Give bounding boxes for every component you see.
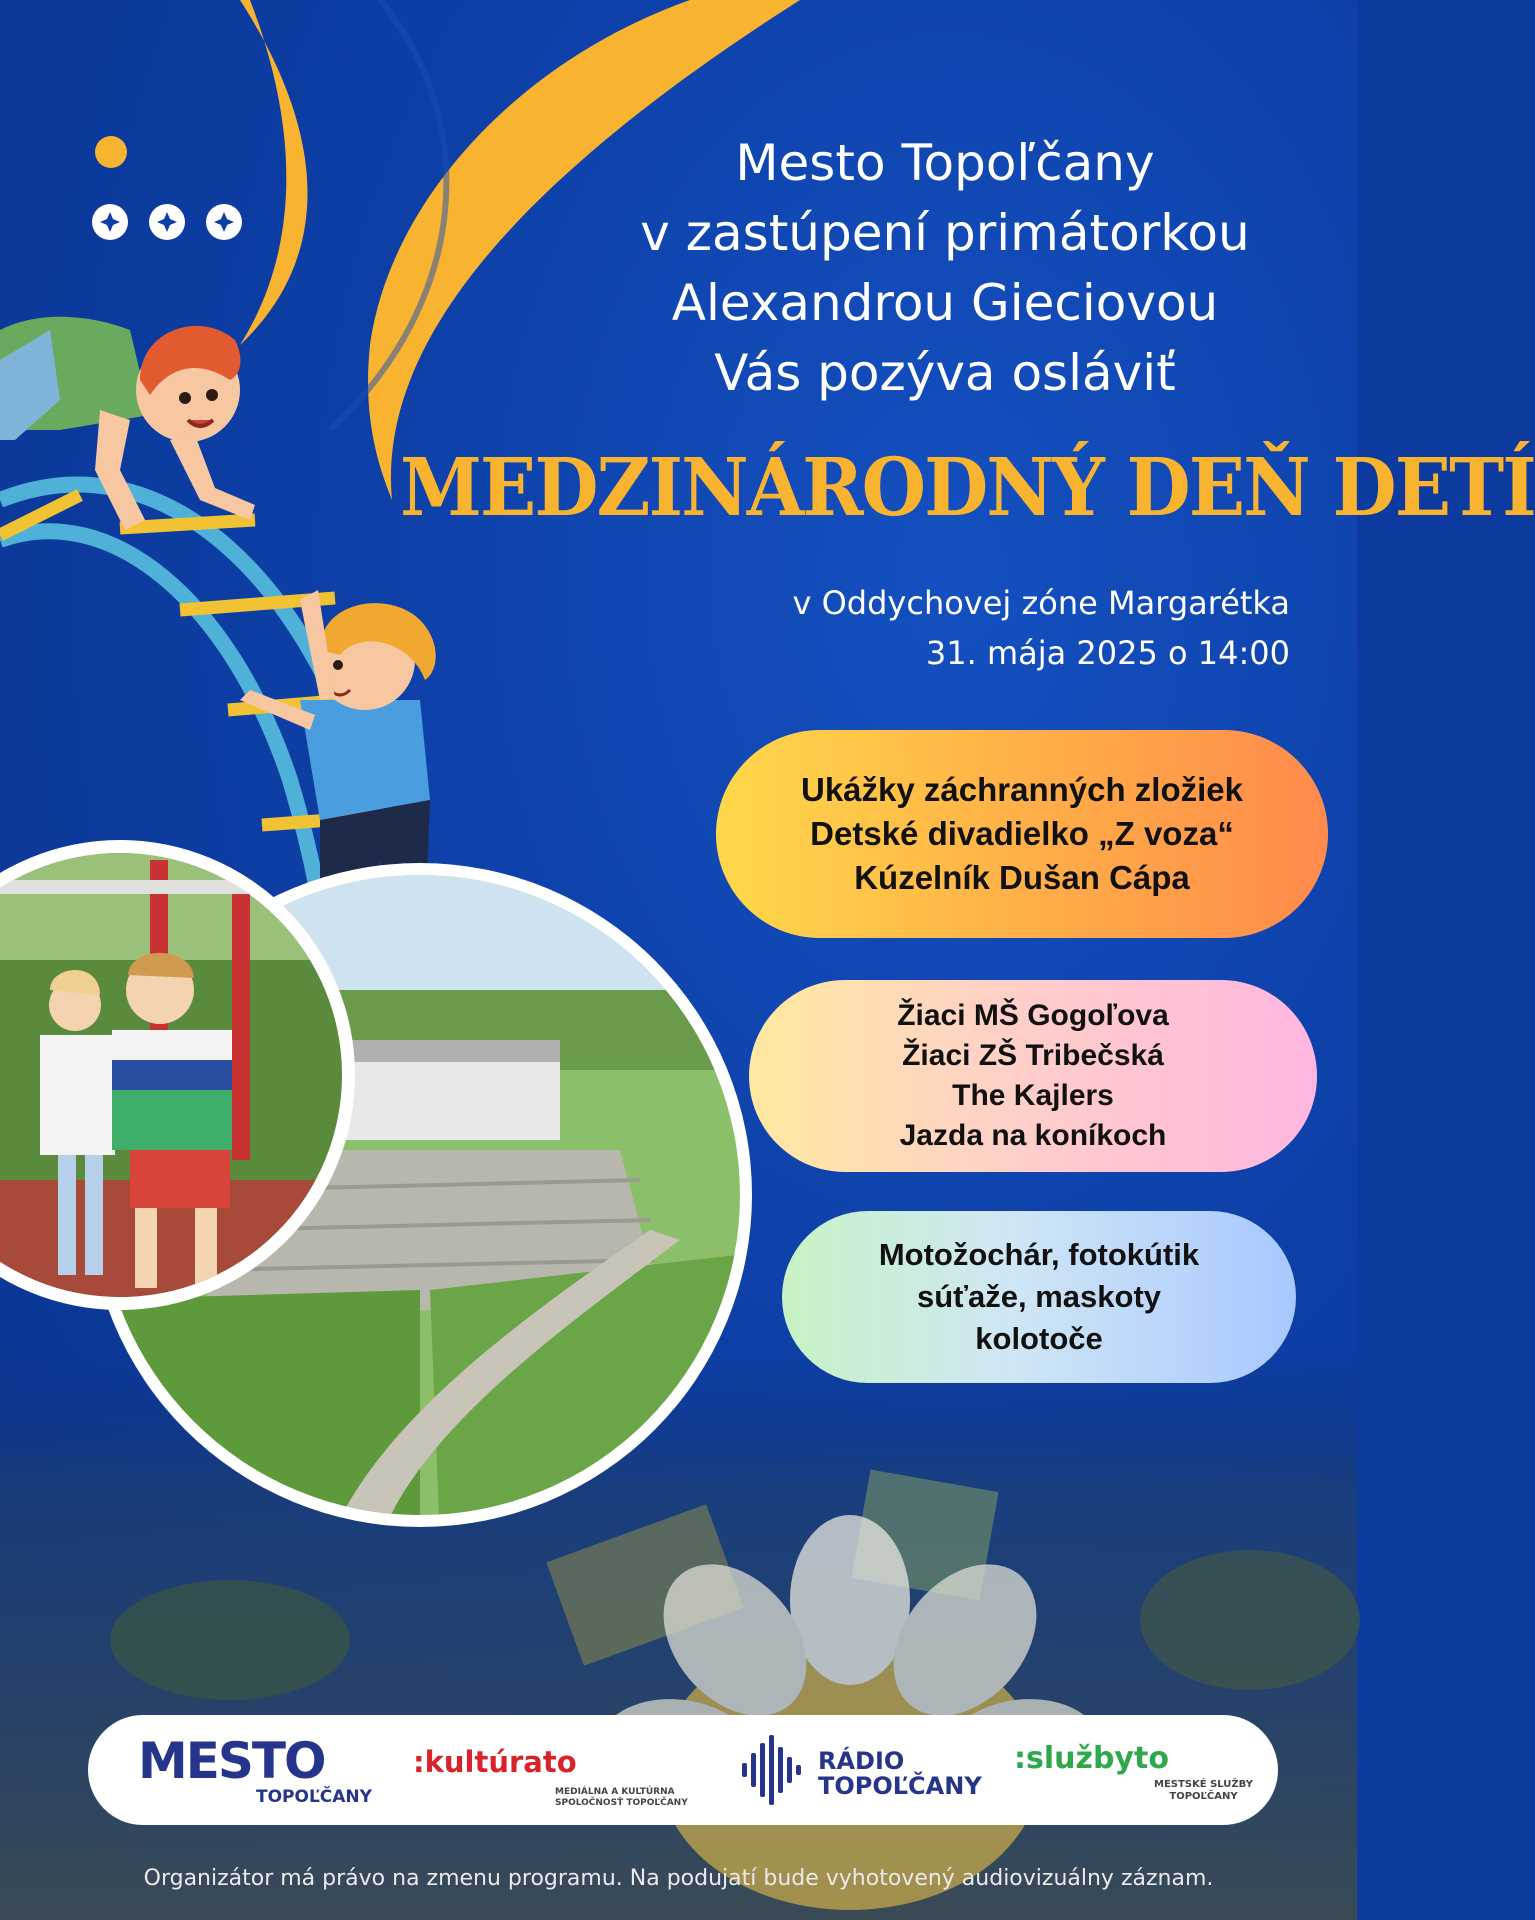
kulturato-sub-line: SPOLOČNOSŤ TOPOĽČANY (555, 1798, 688, 1808)
sparkle-dot-icon (92, 204, 128, 240)
intro-line: Alexandrou Gieciovou (671, 274, 1219, 332)
intro-line: Vás pozýva osláviť (714, 344, 1176, 402)
intro-line: v zastúpení primátorkou (640, 204, 1250, 262)
radio-logo-line: TOPOĽČANY (818, 1772, 982, 1800)
sponsor-logo-bar (88, 1715, 1278, 1825)
sound-wave-icon (740, 1735, 810, 1805)
sparkle-dot-icon (149, 204, 185, 240)
programme-item: kolotoče (975, 1321, 1103, 1356)
child-crawling-illustration (0, 317, 255, 530)
mesto-logo-sub: TOPOĽČANY (256, 1787, 372, 1807)
radio-logo-name (818, 1749, 982, 1799)
accent-dot (95, 136, 127, 168)
sluzbyto-logo (1014, 1741, 1253, 1802)
sluzbyto-sub-line: MESTSKÉ SLUŽBY (1154, 1779, 1253, 1790)
programme-item: Jazda na koníkoch (899, 1119, 1167, 1152)
event-title: MEDZINÁRODNÝ DEŇ DETÍ (400, 441, 1535, 535)
kulturato-logo (413, 1745, 688, 1808)
radio-logo-line: RÁDIO (818, 1747, 905, 1775)
intro-line: Mesto Topoľčany (735, 134, 1155, 192)
programme-block-1 (716, 730, 1328, 938)
footer-disclaimer: Organizátor má právo na zmenu programu. Na podujatí bude vyhotovený audiovizuálny záznam. (143, 1866, 1214, 1891)
programme-item: Detské divadielko „Z voza“ (810, 815, 1234, 852)
kulturato-sub-line: MEDIÁLNA A KULTÚRNA (555, 1787, 675, 1797)
kulturato-logo-sub (555, 1787, 715, 1809)
venue-place: v Oddychovej zóne Margarétka (792, 584, 1290, 622)
kulturato-logo-name: :kultúrato (413, 1745, 577, 1779)
programme-item: Žiaci ZŠ Tribečská (902, 1039, 1164, 1072)
mesto-logo-name: MESTO (138, 1732, 325, 1790)
venue-info (650, 578, 1290, 678)
sluzbyto-logo-sub (1154, 1779, 1253, 1803)
programme-item: Ukážky záchranných zložiek (800, 771, 1244, 808)
sluzbyto-logo-name: :službyto (1014, 1741, 1169, 1776)
programme-item: The Kajlers (952, 1079, 1114, 1112)
programme-block-3 (782, 1211, 1296, 1383)
programme-item: Motožochár, fotokútik (878, 1237, 1200, 1272)
programme-item: Žiaci MŠ Gogoľova (897, 999, 1169, 1032)
mesto-topolcany-logo (138, 1732, 372, 1807)
venue-datetime: 31. mája 2025 o 14:00 (925, 634, 1290, 672)
sparkle-dot-icon (206, 204, 242, 240)
programme-block-2 (749, 980, 1317, 1172)
programme-item: Kúzelník Dušan Cápa (854, 859, 1190, 896)
yellow-swoosh-left (240, 0, 308, 345)
radio-topolcany-logo (740, 1735, 982, 1809)
sluzbyto-sub-line: TOPOĽČANY (1169, 1791, 1238, 1802)
invitation-text (560, 128, 1330, 408)
programme-item: súťaže, maskoty (916, 1279, 1162, 1314)
